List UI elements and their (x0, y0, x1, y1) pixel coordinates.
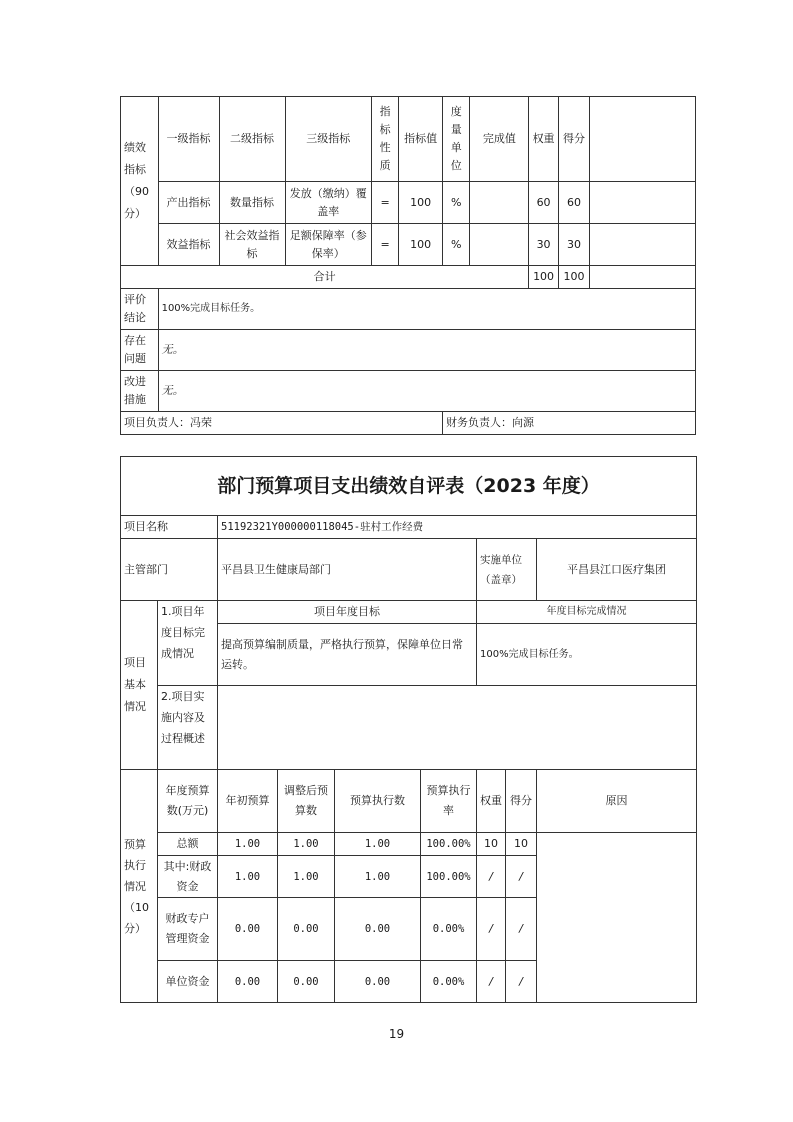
conclusion-label: 评价结论 (121, 289, 159, 330)
budget-adjusted: 0.00 (278, 898, 335, 961)
header-level1: 一级指标 (158, 97, 219, 182)
problems-value: 无。 (158, 330, 695, 371)
completion-value: 100%完成目标任务。 (477, 624, 697, 686)
budget-category: 单位资金 (158, 961, 218, 1003)
budget-adjusted: 1.00 (278, 833, 335, 856)
finance-lead: 财务负责人：向源 (443, 412, 696, 435)
impl-label: 实施单位（盖章） (477, 539, 537, 601)
row-level2: 社会效益指标 (219, 224, 285, 266)
self-evaluation-form (120, 456, 697, 1003)
header-score: 得分 (558, 97, 589, 182)
total-label: 合计 (121, 266, 529, 289)
budget-executed: 0.00 (335, 898, 421, 961)
total-score: 100 (558, 266, 589, 289)
budget-executed: 0.00 (335, 961, 421, 1003)
budget-weight: / (477, 856, 506, 898)
item1-label: 1.项目年度目标完成情况 (158, 601, 218, 686)
project-lead: 项目负责人：冯荣 (121, 412, 443, 435)
row-unit: % (443, 182, 470, 224)
budget-score: / (506, 898, 537, 961)
header-level3: 三级指标 (285, 97, 371, 182)
budget-category: 其中:财政资金 (158, 856, 218, 898)
budget-header-adjusted: 调整后预算数 (278, 770, 335, 833)
budget-rate: 0.00% (421, 898, 477, 961)
budget-reason (537, 833, 697, 1003)
header-blank (590, 97, 696, 182)
row-nature: = (371, 182, 398, 224)
row-actual (470, 182, 529, 224)
total-row (121, 266, 696, 289)
row-blank (590, 224, 696, 266)
budget-category: 财政专户管理资金 (158, 898, 218, 961)
row-target: 100 (399, 182, 443, 224)
table-row (121, 224, 696, 266)
budget-header-initial: 年初预算 (218, 770, 278, 833)
budget-adjusted: 0.00 (278, 961, 335, 1003)
row-weight: 30 (529, 224, 558, 266)
header-target: 指标值 (399, 97, 443, 182)
total-blank (590, 266, 696, 289)
completion-header: 年度目标完成情况 (477, 601, 697, 624)
budget-header-reason: 原因 (537, 770, 697, 833)
row-level2: 数量指标 (219, 182, 285, 224)
budget-initial: 1.00 (218, 833, 278, 856)
row-score: 60 (558, 182, 589, 224)
row-score: 30 (558, 224, 589, 266)
budget-rate: 0.00% (421, 961, 477, 1003)
perf-side-label: 绩效指标（90分） (121, 97, 159, 266)
goal-header: 项目年度目标 (218, 601, 477, 624)
budget-weight: 10 (477, 833, 506, 856)
budget-category: 总额 (158, 833, 218, 856)
budget-executed: 1.00 (335, 833, 421, 856)
budget-initial: 0.00 (218, 898, 278, 961)
dept-value: 平昌县卫生健康局部门 (218, 539, 477, 601)
header-unit: 度量单位 (443, 97, 470, 182)
budget-label: 预算执行情况（10分） (121, 770, 158, 1003)
project-name-label: 项目名称 (121, 516, 218, 539)
budget-adjusted: 1.00 (278, 856, 335, 898)
row-level1: 效益指标 (158, 224, 219, 266)
budget-weight: / (477, 898, 506, 961)
performance-indicator-table (120, 96, 696, 435)
row-level1: 产出指标 (158, 182, 219, 224)
header-actual: 完成值 (470, 97, 529, 182)
form-title: 部门预算项目支出绩效自评表（2023 年度） (121, 457, 697, 516)
impl-value: 平昌县江口医疗集团 (537, 539, 697, 601)
item2-value (218, 686, 697, 770)
basic-label: 项目基本情况 (121, 601, 158, 770)
row-blank (590, 182, 696, 224)
measures-value: 无。 (158, 371, 695, 412)
row-unit: % (443, 224, 470, 266)
row-actual (470, 224, 529, 266)
budget-score: 10 (506, 833, 537, 856)
conclusion-value: 100%完成目标任务。 (158, 289, 695, 330)
budget-header-executed: 预算执行数 (335, 770, 421, 833)
row-target: 100 (399, 224, 443, 266)
budget-executed: 1.00 (335, 856, 421, 898)
budget-rate: 100.00% (421, 856, 477, 898)
row-level3: 发放（缴纳）覆盖率 (285, 182, 371, 224)
problems-label: 存在问题 (121, 330, 159, 371)
row-weight: 60 (529, 182, 558, 224)
budget-header-category: 年度预算数(万元) (158, 770, 218, 833)
page-number: 19 (388, 1027, 405, 1041)
budget-rate: 100.00% (421, 833, 477, 856)
header-nature: 指标性质 (371, 97, 398, 182)
budget-initial: 0.00 (218, 961, 278, 1003)
budget-row (121, 833, 697, 856)
header-weight: 权重 (529, 97, 558, 182)
budget-header-score: 得分 (506, 770, 537, 833)
project-name-value: 51192321Y000000118045-驻村工作经费 (218, 516, 697, 539)
budget-header-rate: 预算执行率 (421, 770, 477, 833)
budget-score: / (506, 961, 537, 1003)
dept-label: 主管部门 (121, 539, 218, 601)
budget-header-weight: 权重 (477, 770, 506, 833)
table-row (121, 182, 696, 224)
budget-score: / (506, 856, 537, 898)
row-level3: 足额保障率（参保率） (285, 224, 371, 266)
header-level2: 二级指标 (219, 97, 285, 182)
item2-label: 2.项目实施内容及过程概述 (158, 686, 218, 770)
goal-value: 提高预算编制质量，严格执行预算，保障单位日常运转。 (218, 624, 477, 686)
total-weight: 100 (529, 266, 558, 289)
budget-weight: / (477, 961, 506, 1003)
measures-label: 改进措施 (121, 371, 159, 412)
budget-initial: 1.00 (218, 856, 278, 898)
row-nature: = (371, 224, 398, 266)
